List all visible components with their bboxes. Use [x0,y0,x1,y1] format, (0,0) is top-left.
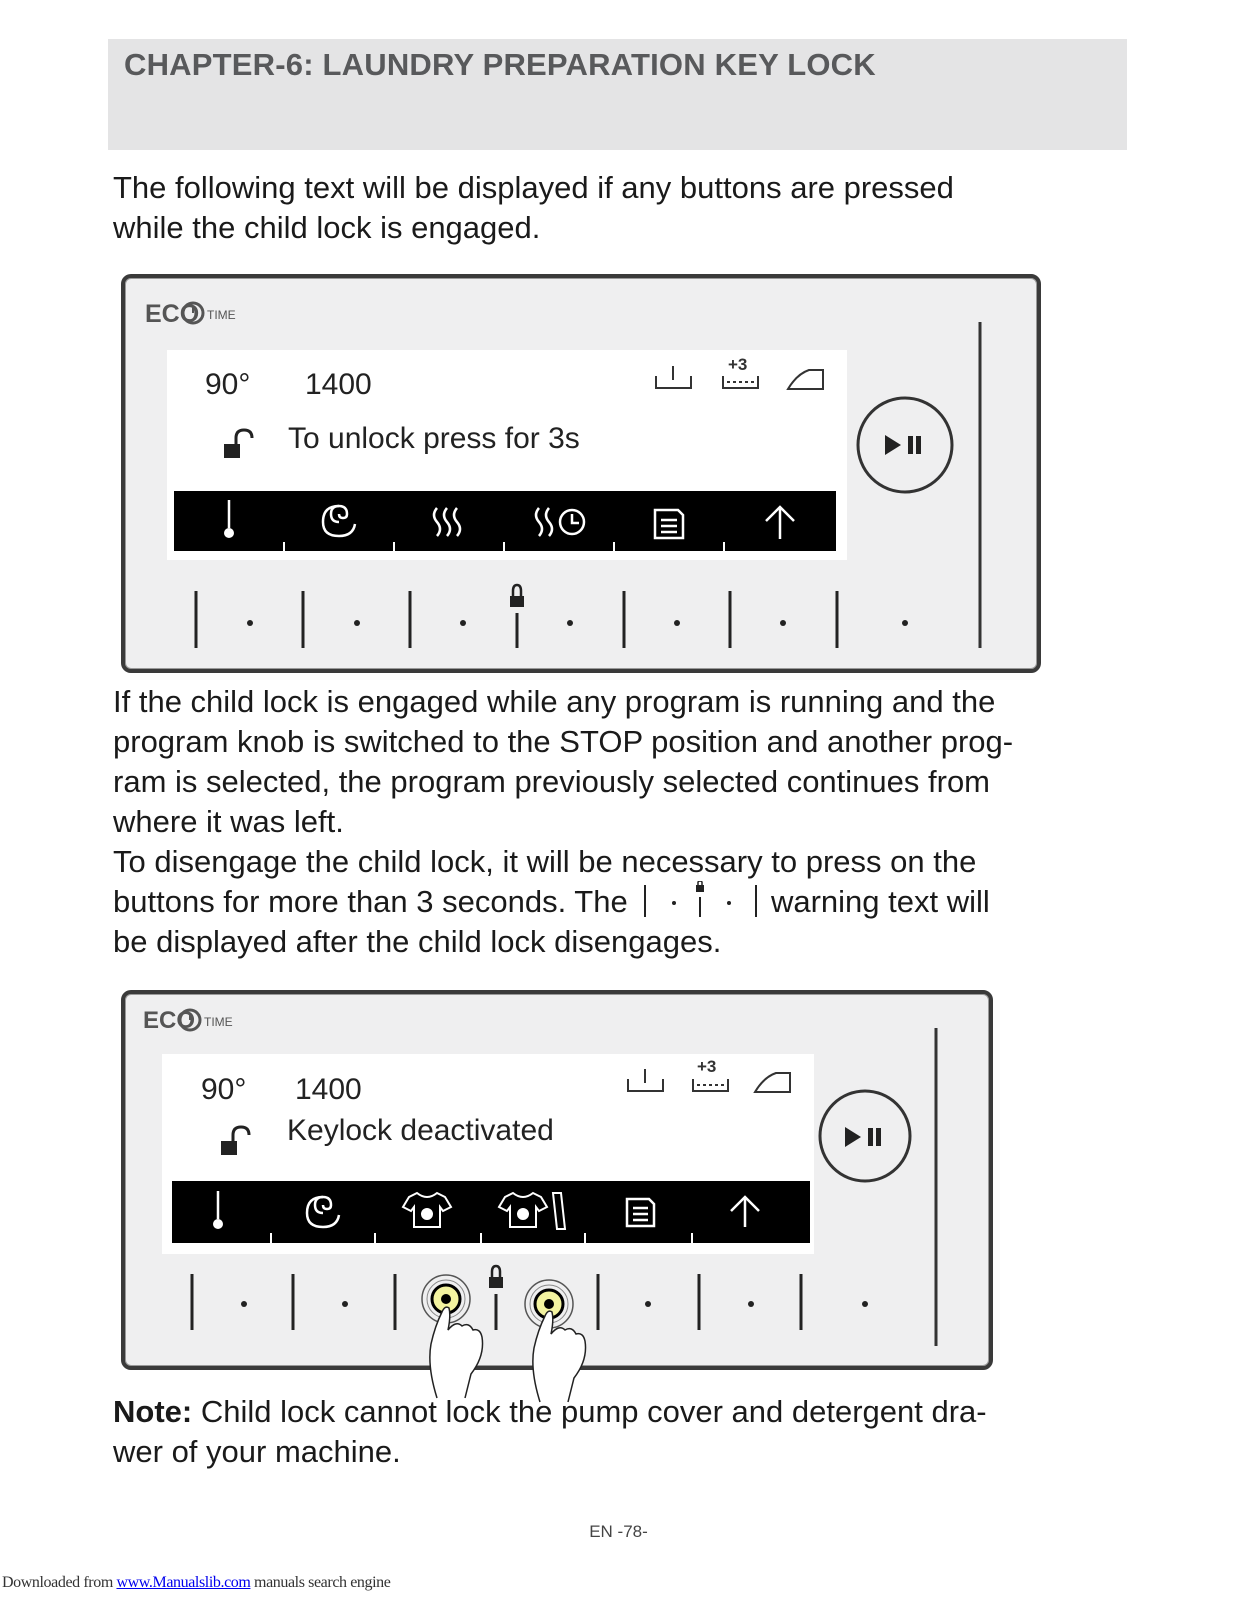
body-line-2: program knob is switched to the STOP position and another prog- [113,724,1014,759]
control-panel-locked [121,274,1041,673]
icon-bar [172,1181,810,1243]
extra-rinse-badge: +3 [697,1057,717,1076]
panel-2-drawing [125,994,997,1454]
touch-key-row[interactable] [196,591,908,648]
temperature-value: 90° [201,1073,247,1106]
page-number: EN -78- [589,1522,648,1541]
note-text-1: Child lock cannot lock the pump cover and detergent dra- [192,1394,987,1429]
note-line-1 [113,1392,987,1432]
body-line-7: be displayed after the child lock disengages. [113,924,722,959]
spin-value: 1400 [305,368,372,401]
hand-right-icon [533,1311,586,1402]
status-message: Keylock deactivated [287,1114,554,1147]
body-line-6-start: buttons for more than 3 seconds. The [113,884,628,919]
panel-1-drawing [125,278,1045,677]
note-label: Note: [113,1394,193,1429]
key-padlock-icon [489,1266,503,1288]
lock-message: To unlock press for 3s [288,422,580,455]
body-line-4: where it was left. [113,804,344,839]
manualslib-link[interactable]: www.Manualslib.com [116,1574,251,1591]
body-line-5: To disengage the child lock, it will be necessary to press on the [113,844,977,879]
extra-rinse-badge: +3 [728,355,748,374]
footer-suffix: manuals search engine [250,1574,391,1591]
control-panel-unlocked [121,990,993,1370]
start-pause-button[interactable] [820,1091,910,1181]
time-label: TIME [204,1015,233,1029]
chapter-title: CHAPTER-6: LAUNDRY PREPARATION KEY LOCK [124,47,876,82]
spin-value: 1400 [295,1073,362,1106]
time-label: TIME [207,308,236,322]
chapter-banner [108,39,1127,150]
download-footer [2,1574,390,1592]
intro-line-2: while the child lock is engaged. [113,210,541,245]
body-line-6-end: warning text will [770,884,990,919]
note-line-2: wer of your machine. [113,1434,401,1469]
temperature-value: 90° [205,368,251,401]
footer-prefix: Downloaded from [2,1574,117,1591]
eco-logo: ECO [145,300,200,328]
key-combination-icon [636,881,762,921]
body-line-1: If the child lock is engaged while any program is running and the [113,684,996,719]
key-padlock-icon [510,585,524,607]
body-line-6 [113,882,990,922]
body-line-3: ram is selected, the program previously selected continues from [113,764,991,799]
start-pause-button[interactable] [858,398,952,492]
intro-line-1: The following text will be displayed if any buttons are pressed [113,170,954,205]
eco-logo: ECO [143,1007,196,1034]
